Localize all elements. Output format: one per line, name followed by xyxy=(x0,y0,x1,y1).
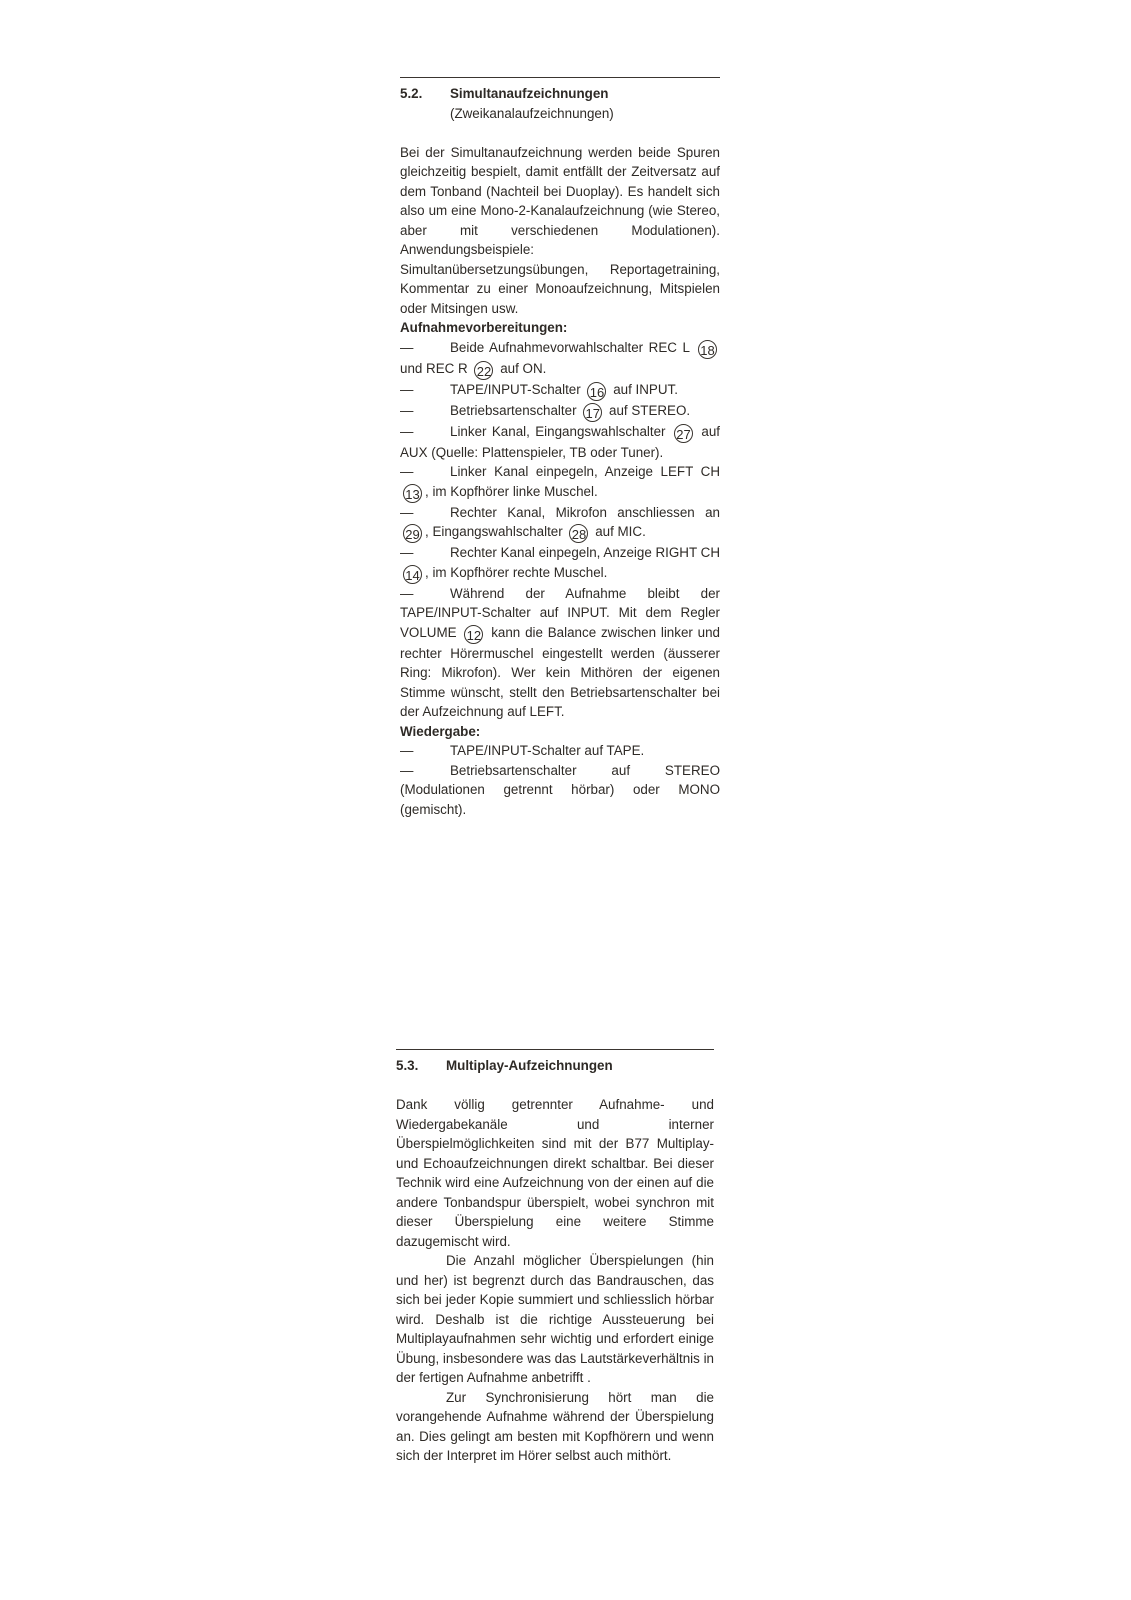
dash: — xyxy=(400,585,414,601)
list-item: — Linker Kanal, Eingangswahlschalter 27 auf AUX (Quelle: Plattenspieler, TB oder Tuner). xyxy=(400,423,720,460)
section-heading xyxy=(400,84,720,104)
paragraph: Dank völlig getrennter Aufnahme- und Wiedergabekanäle und interner Überspielmöglichkeiten sind mit der B77 Multiplay- und Echoaufzeichnungen direkt schaltbar. Bei dieser Technik wird eine Aufzeichnung von der einen auf die andere Tonbandspur überspielt, wobei synchron mit dieser Überspielung eine weitere Stimme dazugemischt wird. xyxy=(396,1097,714,1249)
dash: — xyxy=(400,504,414,520)
ref-number: 13 xyxy=(403,484,422,503)
ref-number: 27 xyxy=(674,424,693,443)
list-item: — Während der Aufnahme bleibt der TAPE/INPUT-Schalter auf INPUT. Mit dem Regler VOLUME 12 kann die Balance zwischen linker und rechter Hörermuschel eingestellt werden (äusserer Ring: Mikrofon). Wer kein Mithören der eigenen Stimme wünscht, stellt den Betriebsartenschalter bei der Aufzeichnung auf LEFT. xyxy=(400,585,720,719)
dash: — xyxy=(400,423,414,439)
section-subtitle: (Zweikanalaufzeichnungen) xyxy=(450,105,614,121)
paragraph: Zur Synchronisierung hört man die vorangehende Aufnahme während der Überspielung an. Dies gelingt am besten mit Kopfhörern und wenn sich der Interpret im Hörer selbst auch mithört. xyxy=(396,1389,714,1463)
dash: — xyxy=(400,762,414,778)
list-item: — Beide Aufnahmevorwahlschalter REC L 18 und REC R 22 auf ON. xyxy=(400,338,720,380)
dash: — xyxy=(400,402,414,418)
intro-paragraph: Bei der Simultanaufzeichnung werden beide Spuren gleichzeitig bespielt, damit entfällt der Zeitversatz auf dem Tonband (Nachteil bei Duoplay). Es handelt sich also um eine Mono-2-Kanalaufzeichnung (wie Stereo, aber mit verschiedenen Modulationen). Anwendungsbeispiele: Simultanübersetzungsübungen, Reportagetraining, Kommentar zu einer Monoaufzeichnung, Mitspielen oder Mitsingen usw. xyxy=(400,144,720,316)
list-item: — Rechter Kanal, Mikrofon anschliessen an 29 , Eingangswahlschalter 28 auf MIC. xyxy=(400,504,720,542)
dash: — xyxy=(400,381,414,397)
ref-number: 22 xyxy=(474,361,493,380)
section-title: Simultanaufzeichnungen xyxy=(450,86,609,101)
ref-number: 16 xyxy=(587,382,606,401)
section-rule xyxy=(396,1049,714,1050)
paragraph: Die Anzahl möglicher Überspielungen (hin und her) ist begrenzt durch das Bandrauschen, das sich bei jeder Kopie summiert und schliesslich hörbar wird. Deshalb ist die richtige Aussteuerung bei Multiplayaufnahmen sehr wichtig und erfordert einige Übung, insbesondere was das Lautstärkeverhältnis in der fertigen Aufnahme anbetrifft . xyxy=(396,1253,714,1385)
section-title: Multiplay-Aufzeichnungen xyxy=(446,1058,613,1073)
ref-number: 28 xyxy=(569,524,588,543)
ref-number: 29 xyxy=(403,524,422,543)
ref-number: 18 xyxy=(698,340,717,359)
list-item: — Betriebsartenschalter 17 auf STEREO. xyxy=(400,402,691,421)
dash: — xyxy=(400,545,414,560)
dash: — xyxy=(400,743,414,758)
list-item: — Linker Kanal einpegeln, Anzeige LEFT CH 13 , im Kopfhörer linke Muschel. xyxy=(400,464,720,502)
list-item: — TAPE/INPUT-Schalter 16 auf INPUT. xyxy=(400,381,678,400)
section-heading xyxy=(396,1056,714,1076)
dash: — xyxy=(400,339,414,355)
list-item: — Rechter Kanal einpegeln, Anzeige RIGHT CH 14 , im Kopfhörer rechte Muschel. xyxy=(400,545,720,583)
ref-number: 12 xyxy=(464,625,483,644)
section-number: 5.2. xyxy=(400,86,423,101)
dash: — xyxy=(400,464,414,479)
section-5-2 xyxy=(400,77,720,819)
list-item: — Betriebsartenschalter auf STEREO (Modulationen getrennt hörbar) oder MONO (gemischt). xyxy=(400,762,720,817)
list-item: — TAPE/INPUT-Schalter auf TAPE. xyxy=(400,741,720,761)
ref-number: 17 xyxy=(583,403,602,422)
ref-number: 14 xyxy=(403,565,422,584)
playback-label: Wiedergabe: xyxy=(400,723,481,739)
section-number: 5.3. xyxy=(396,1058,419,1073)
prep-label: Aufnahmevorbereitungen: xyxy=(400,320,568,335)
section-rule xyxy=(400,77,720,78)
section-5-3 xyxy=(396,1049,714,1466)
